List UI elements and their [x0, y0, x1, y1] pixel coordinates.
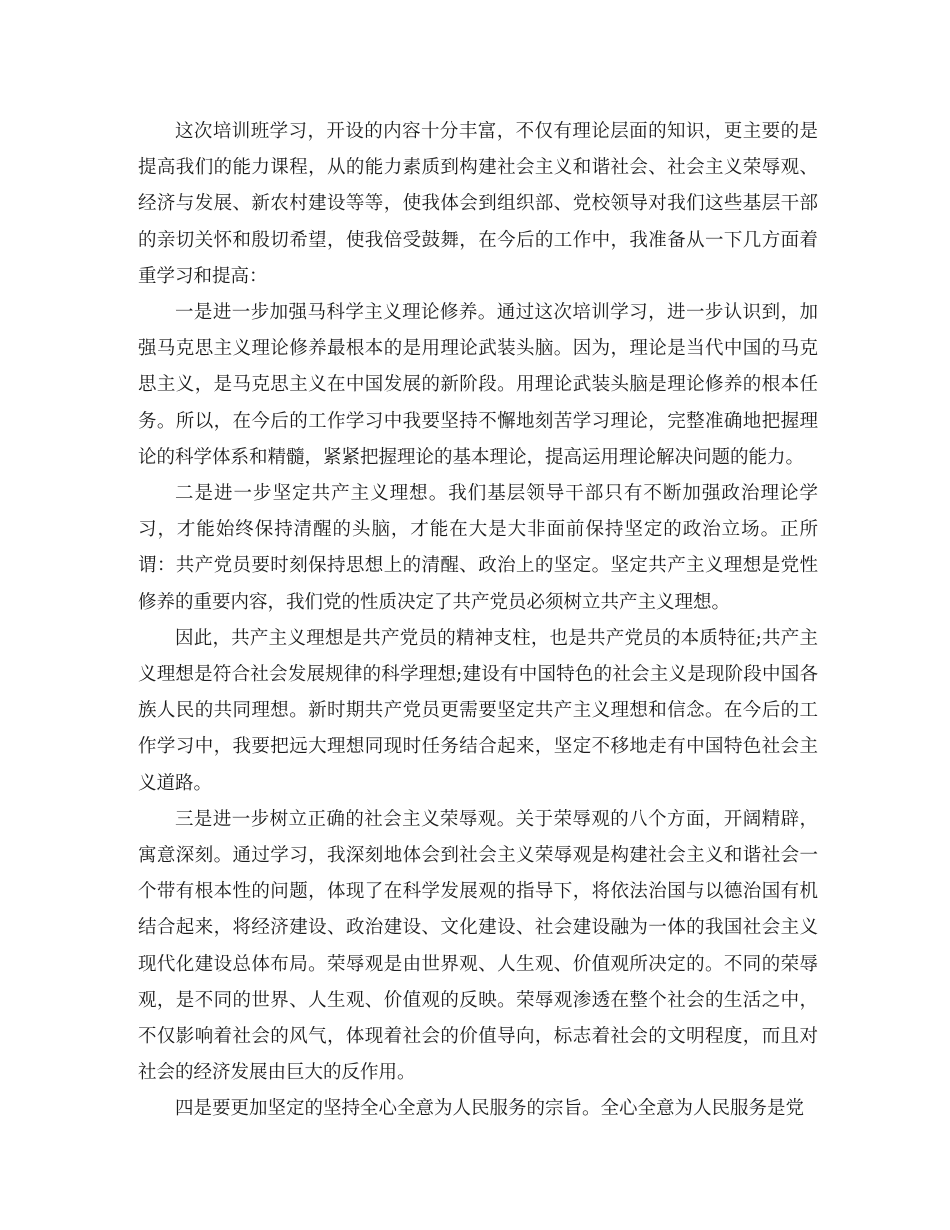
paragraph-honor-disgrace: 三是进一步树立正确的社会主义荣辱观。关于荣辱观的八个方面，开阔精辟，寓意深刻。通过学习，我深刻地体会到社会主义荣辱观是构建社会主义和谐社会一个带有根本性的问题，体现了在科学发展观的指导下，将依法治国与以德治国有机结合起来，将经济建设、政治建设、文化建设、社会建设融为一体的我国社会主义现代化建设总体布局。荣辱观是由世界观、人生观、价值观所决定的。不同的荣辱观，是不同的世界、人生观、价值观的反映。荣辱观渗透在整个社会的生活之中，不仅影响着社会的风气，体现着社会的价值导向，标志着社会的文明程度，而且对社会的经济发展由巨大的反作用。 — [138, 808, 818, 1084]
paragraph-spiritual-pillar: 因此，共产主义理想是共产党员的精神支柱，也是共产党员的本质特征;共产主义理想是符合社会发展规律的科学理想;建设有中国特色的社会主义是现阶段中国各族人民的共同理想。新时期共产党员更需要坚定共产主义理想和信念。在今后的工作学习中，我要把远大理想同现时任务结合起来，坚定不移地走有中国特色社会主义道路。 — [138, 627, 818, 794]
paragraph-communist-ideal: 二是进一步坚定共产主义理想。我们基层领导干部只有不断加强政治理论学习，才能始终保持清醒的头脑，才能在大是大非面前保持坚定的政治立场。正所谓：共产党员要时刻保持思想上的清醒、政治上的坚定。坚定共产主义理想是党性修养的重要内容，我们党的性质决定了共产党员必须树立共产主义理想。 — [138, 483, 818, 613]
paragraph-training-intro: 这次培训班学习，开设的内容十分丰富，不仅有理论层面的知识，更主要的是提高我们的能力课程，从的能力素质到构建社会主义和谐社会、社会主义荣辱观、经济与发展、新农村建设等等，使我体会到组织部、党校领导对我们这些基层干部的亲切关怀和殷切希望，使我倍受鼓舞，在今后的工作中，我准备从一下几方面着重学习和提高： — [138, 121, 818, 287]
document-body — [138, 114, 818, 1128]
paragraph-serve-people: 四是要更加坚定的坚持全心全意为人民服务的宗旨。全心全意为人民服务是党 — [175, 1098, 805, 1120]
paragraph-theory-cultivation: 一是进一步加强马科学主义理论修养。通过这次培训学习，进一步认识到，加强马克思主义理论修养最根本的是用理论武装头脑。因为，理论是当代中国的马克思主义，是马克思主义在中国发展的新阶段。用理论武装头脑是理论修养的根本任务。所以，在今后的工作学习中我要坚持不懈地刻苦学习理论，完整准确地把握理论的科学体系和精髓，紧紧把握理论的基本理论，提高运用理论解决问题的能力。 — [138, 302, 818, 468]
